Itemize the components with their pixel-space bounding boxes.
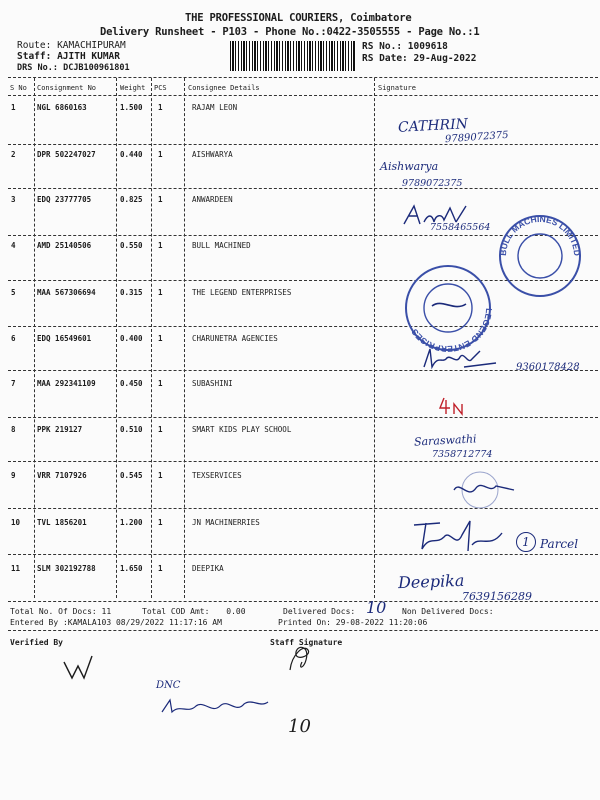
row-sno: 2 — [11, 150, 16, 159]
total-docs-label: Total No. Of Docs: — [10, 607, 97, 616]
divider — [116, 78, 117, 598]
row-consignee: AISHWARYA — [192, 150, 233, 159]
row-consignee: SMART KIDS PLAY SCHOOL — [192, 425, 292, 434]
row-sno: 5 — [11, 288, 16, 297]
row-pcs: 1 — [158, 288, 163, 297]
signature-3-phone: 7558465564 — [430, 222, 491, 233]
rs-date-label: RS Date: — [362, 53, 408, 64]
row-pcs: 1 — [158, 425, 163, 434]
non-delivered-docs-label: Non Delivered Docs: — [402, 607, 494, 616]
rs-date-row — [362, 53, 476, 64]
signature-10-circle: 1 — [516, 532, 536, 552]
row-consignee: SUBASHINI — [192, 379, 233, 388]
row-consignee: RAJAM LEON — [192, 103, 238, 112]
row-rule — [8, 370, 598, 371]
row-rule — [8, 144, 598, 145]
company-stamp-1 — [496, 212, 584, 300]
divider — [34, 78, 35, 598]
row-sno: 3 — [11, 195, 16, 204]
row-sno: 11 — [11, 564, 21, 573]
entered-by: Entered By :KAMALA103 08/29/2022 11:17:16 AM — [10, 618, 222, 627]
route-value: KAMACHIPURAM — [57, 40, 126, 51]
row-weight: 0.510 — [120, 425, 143, 434]
row-consignment: VRR 7107926 — [37, 471, 87, 480]
row-consignee: BULL MACHINED — [192, 241, 251, 250]
svg-text:BULL MACHINES LIMITED — [498, 214, 582, 256]
row-pcs: 1 — [158, 334, 163, 343]
divider — [184, 78, 185, 598]
col-consignment: Consignment No — [37, 84, 97, 92]
signature-1: CATHRIN — [397, 116, 469, 136]
signature-7-phone: 9360178428 — [516, 362, 580, 373]
row-weight: 0.315 — [120, 288, 143, 297]
drs-row — [17, 63, 130, 73]
row-pcs: 1 — [158, 195, 163, 204]
footer-dnc-note: DNC — [156, 680, 181, 691]
barcode — [230, 41, 356, 71]
row-weight: 0.550 — [120, 241, 143, 250]
row-weight: 0.545 — [120, 471, 143, 480]
signature-8-red-mark — [438, 394, 468, 418]
row-pcs: 1 — [158, 241, 163, 250]
route-label: Route: — [17, 40, 52, 51]
row-sno: 4 — [11, 241, 16, 250]
row-consignment: DPR 502247027 — [37, 150, 96, 159]
row-consignment: EDQ 23777705 — [37, 195, 92, 204]
row-sno: 1 — [11, 103, 16, 112]
delivered-docs-handwritten: 10 — [366, 598, 387, 617]
row-consignment: NGL 6860163 — [37, 103, 87, 112]
col-sno: S No — [10, 84, 27, 92]
footer-handwritten-note — [160, 694, 270, 720]
row-consignee: CHARUNETRA AGENCIES — [192, 334, 278, 343]
staff-row — [17, 51, 120, 62]
signature-1-phone: 9789072375 — [444, 129, 509, 146]
row-pcs: 1 — [158, 150, 163, 159]
company-title: THE PROFESSIONAL COURIERS, Coimbatore — [185, 12, 412, 24]
row-consignment: PPK 219127 — [37, 425, 83, 434]
row-consignee: JN MACHINERRIES — [192, 518, 260, 527]
row-sno: 7 — [11, 379, 16, 388]
divider — [374, 78, 375, 598]
row-consignee: THE LEGEND ENTERPRISES — [192, 288, 292, 297]
col-signature: Signature — [378, 84, 416, 92]
row-consignment: AMD 25140506 — [37, 241, 92, 250]
total-cod — [142, 607, 246, 616]
row-pcs: 1 — [158, 103, 163, 112]
signature-10 — [410, 515, 510, 557]
rs-date-value: 29-Aug-2022 — [413, 53, 477, 64]
rs-no-row — [362, 41, 448, 52]
row-pcs: 1 — [158, 471, 163, 480]
row-consignment: EDQ 16549601 — [37, 334, 92, 343]
row-rule — [8, 188, 598, 189]
table-top-rule — [8, 77, 598, 78]
total-cod-label: Total COD Amt: — [142, 607, 210, 616]
row-consignee: TEXSERVICES — [192, 471, 242, 480]
signature-7 — [420, 345, 500, 373]
signature-2-phone: 9789072375 — [402, 178, 463, 189]
stamp-2-text: LEGEND ENTERPRISES — [409, 307, 495, 355]
signature-11: Deepika — [397, 570, 465, 593]
staff-signature — [282, 640, 318, 674]
row-weight: 1.500 — [120, 103, 143, 112]
divider — [151, 78, 152, 598]
footer-count-note: 10 — [288, 716, 311, 737]
total-cod-value: 0.00 — [226, 607, 246, 616]
staff-value: AJITH KUMAR — [57, 51, 120, 62]
company-stamp-2 — [402, 262, 494, 354]
row-weight: 0.450 — [120, 379, 143, 388]
route-row — [17, 40, 126, 51]
row-consignment: SLM 302192788 — [37, 564, 96, 573]
drs-label: DRS No.: — [17, 63, 58, 73]
col-pcs: PCS — [154, 84, 167, 92]
row-weight: 0.440 — [120, 150, 143, 159]
row-weight: 1.650 — [120, 564, 143, 573]
row-weight: 0.400 — [120, 334, 143, 343]
delivered-docs-label: Delivered Docs: — [283, 607, 356, 616]
table-header-rule — [8, 95, 598, 96]
col-weight: Weight — [120, 84, 146, 92]
row-sno: 6 — [11, 334, 16, 343]
signature-10-word: Parcel — [540, 537, 579, 551]
row-weight: 1.200 — [120, 518, 143, 527]
row-rule — [8, 461, 598, 462]
verified-by-label: Verified By — [10, 638, 63, 647]
row-rule — [8, 326, 598, 327]
rs-no-value: 1009618 — [407, 41, 448, 52]
verified-signature — [60, 652, 96, 682]
signature-2: Aishwarya — [380, 160, 439, 173]
row-pcs: 1 — [158, 379, 163, 388]
total-docs-value: 11 — [101, 607, 112, 616]
total-docs — [10, 607, 111, 616]
row-consignee: ANWARDEEN — [192, 195, 233, 204]
row-rule — [8, 417, 598, 418]
rs-no-label: RS No.: — [362, 41, 403, 52]
col-consignee: Consignee Details — [188, 84, 260, 92]
row-consignee: DEEPIKA — [192, 564, 224, 573]
signature-8: Saraswathi — [413, 432, 477, 449]
row-weight: 0.825 — [120, 195, 143, 204]
signature-8-phone: 7358712774 — [432, 449, 493, 460]
signature-9 — [440, 470, 530, 510]
row-consignment: MAA 567306694 — [37, 288, 96, 297]
signature-11-phone: 7639156289 — [462, 590, 532, 603]
staff-signature-label: Staff Signature — [270, 638, 343, 647]
stamp-1-text: BULL MACHINES LIMITED — [497, 213, 583, 257]
row-pcs: 1 — [158, 518, 163, 527]
row-consignment: MAA 292341109 — [37, 379, 96, 388]
drs-value: DCJB100961801 — [63, 63, 130, 73]
row-consignment: TVL 1856201 — [37, 518, 87, 527]
row-sno: 9 — [11, 471, 16, 480]
runsheet-line: Delivery Runsheet - P103 - Phone No.:0422-3505555 - Page No.:1 — [100, 26, 480, 38]
row-sno: 10 — [11, 518, 21, 527]
row-sno: 8 — [11, 425, 16, 434]
printed-on: Printed On: 29-08-2022 11:20:06 — [278, 618, 428, 627]
staff-label: Staff: — [17, 51, 52, 62]
footer-rule — [8, 630, 598, 631]
row-pcs: 1 — [158, 564, 163, 573]
